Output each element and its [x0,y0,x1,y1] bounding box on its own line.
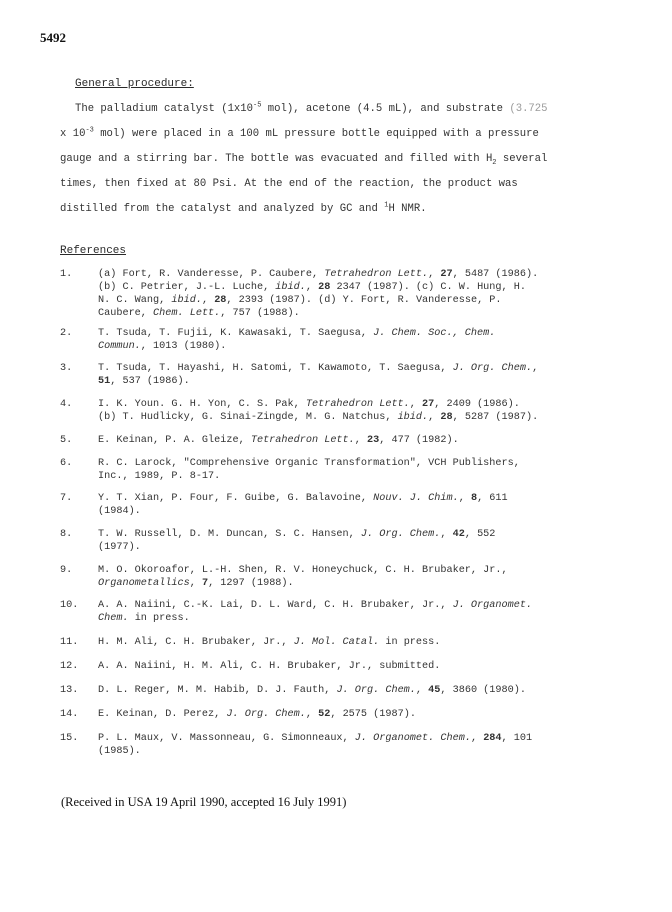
references-heading: References [60,245,127,257]
reference-text: T. Tsuda, T. Hayashi, H. Satomi, T. Kawamoto, T. Saegusa, J. Org. Chem., 51, 537 (1986). [98,363,539,387]
reference-text: Y. T. Xian, P. Four, F. Guibe, G. Balavoine, Nouv. J. Chim., 8, 611 (1984). [98,493,508,517]
reference-number: 6. [60,458,73,469]
reference-text: R. C. Larock, "Comprehensive Organic Transformation", VCH Publishers, Inc., 1989, P. 8-17. [98,458,520,482]
reference-number: 7. [60,493,73,504]
reference-text: (a) Fort, R. Vanderesse, P. Caubere, Tetrahedron Lett., 27, 5487 (1986). (b) C. Petrier, J.-L. Luche, ibid., 28 2347 (1987). (c) C. W. Hung, H. N. C. Wang, ibid., 28, 2393 (1987). (d) Y. Fort, R. Vanderesse, P. Caubere, Chem. Lett., 757 (1988). [98,269,539,319]
reference-number: 3. [60,363,73,374]
reference-number: 12. [60,661,79,672]
reference-number: 9. [60,565,73,576]
reference-number: 14. [60,709,79,720]
reference-text: T. W. Russell, D. M. Duncan, S. C. Hansen, J. Org. Chem., 42, 552 (1977). [98,529,496,553]
reference-text: E. Keinan, D. Perez, J. Org. Chem., 52, 2575 (1987). [98,709,416,720]
procedure-line: times, then fixed at 80 Psi. At the end of the reaction, the product was [60,178,518,190]
reference-number: 13. [60,685,79,696]
reference-number: 2. [60,328,73,339]
reference-text: I. K. Youn. G. H. Yon, C. S. Pak, Tetrahedron Lett., 27, 2409 (1986). (b) T. Hudlicky, G. Sinai-Zingde, M. G. Natchus, ibid., 28, 5287 (1987). [98,399,539,423]
procedure-line: x $10^{-3}$ mol) were placed in a 100 mL pressure bottle equipped with a pressure [60,126,539,140]
procedure-line: gauge and a stirring bar. The bottle was evacuated and filled with $H_2$ several [60,153,548,168]
reference-number: 4. [60,399,73,410]
reference-text: D. L. Reger, M. M. Habib, D. J. Fauth, J. Org. Chem., 45, 3860 (1980). [98,685,526,696]
reference-text: M. O. Okoroafor, L.-H. Shen, R. V. Honeychuck, C. H. Brubaker, Jr., Organometallics, 7, 1297 (1988). [98,565,508,589]
reference-text: H. M. Ali, C. H. Brubaker, Jr., J. Mol. Catal. in press. [98,637,441,648]
reference-number: 5. [60,435,73,446]
reference-text: A. A. Naiini, H. M. Ali, C. H. Brubaker, Jr., submitted. [98,661,441,672]
reference-number: 8. [60,529,73,540]
general-procedure-heading: General procedure: [75,78,194,90]
reference-number: 1. [60,269,73,280]
reference-text: E. Keinan, P. A. Gleize, Tetrahedron Lett., 23, 477 (1982). [98,435,459,446]
reference-text: A. A. Naiini, C.-K. Lai, D. L. Ward, C. H. Brubaker, Jr., J. Organomet. Chem. in press. [98,600,533,624]
reference-text: T. Tsuda, T. Fujii, K. Kawasaki, T. Saegusa, J. Chem. Soc., Chem. Commun., 1013 (1980). [98,328,496,352]
reference-number: 15. [60,733,79,744]
reference-number: 10. [60,600,79,611]
procedure-line: The palladium catalyst ($1x10^{-5}$ mol), acetone (4.5 mL), and substrate (3.725 [75,101,548,115]
reference-number: 11. [60,637,79,648]
procedure-line: distilled from the catalyst and analyzed by GC and $^1$H NMR. [60,201,427,215]
page-number: 5492 [40,30,66,45]
received-dates: (Received in USA 19 April 1990, accepted 16 July 1991) [61,795,347,809]
reference-text: P. L. Maux, V. Massonneau, G. Simonneaux, J. Organomet. Chem., 284, 101 (1985). [98,733,533,757]
